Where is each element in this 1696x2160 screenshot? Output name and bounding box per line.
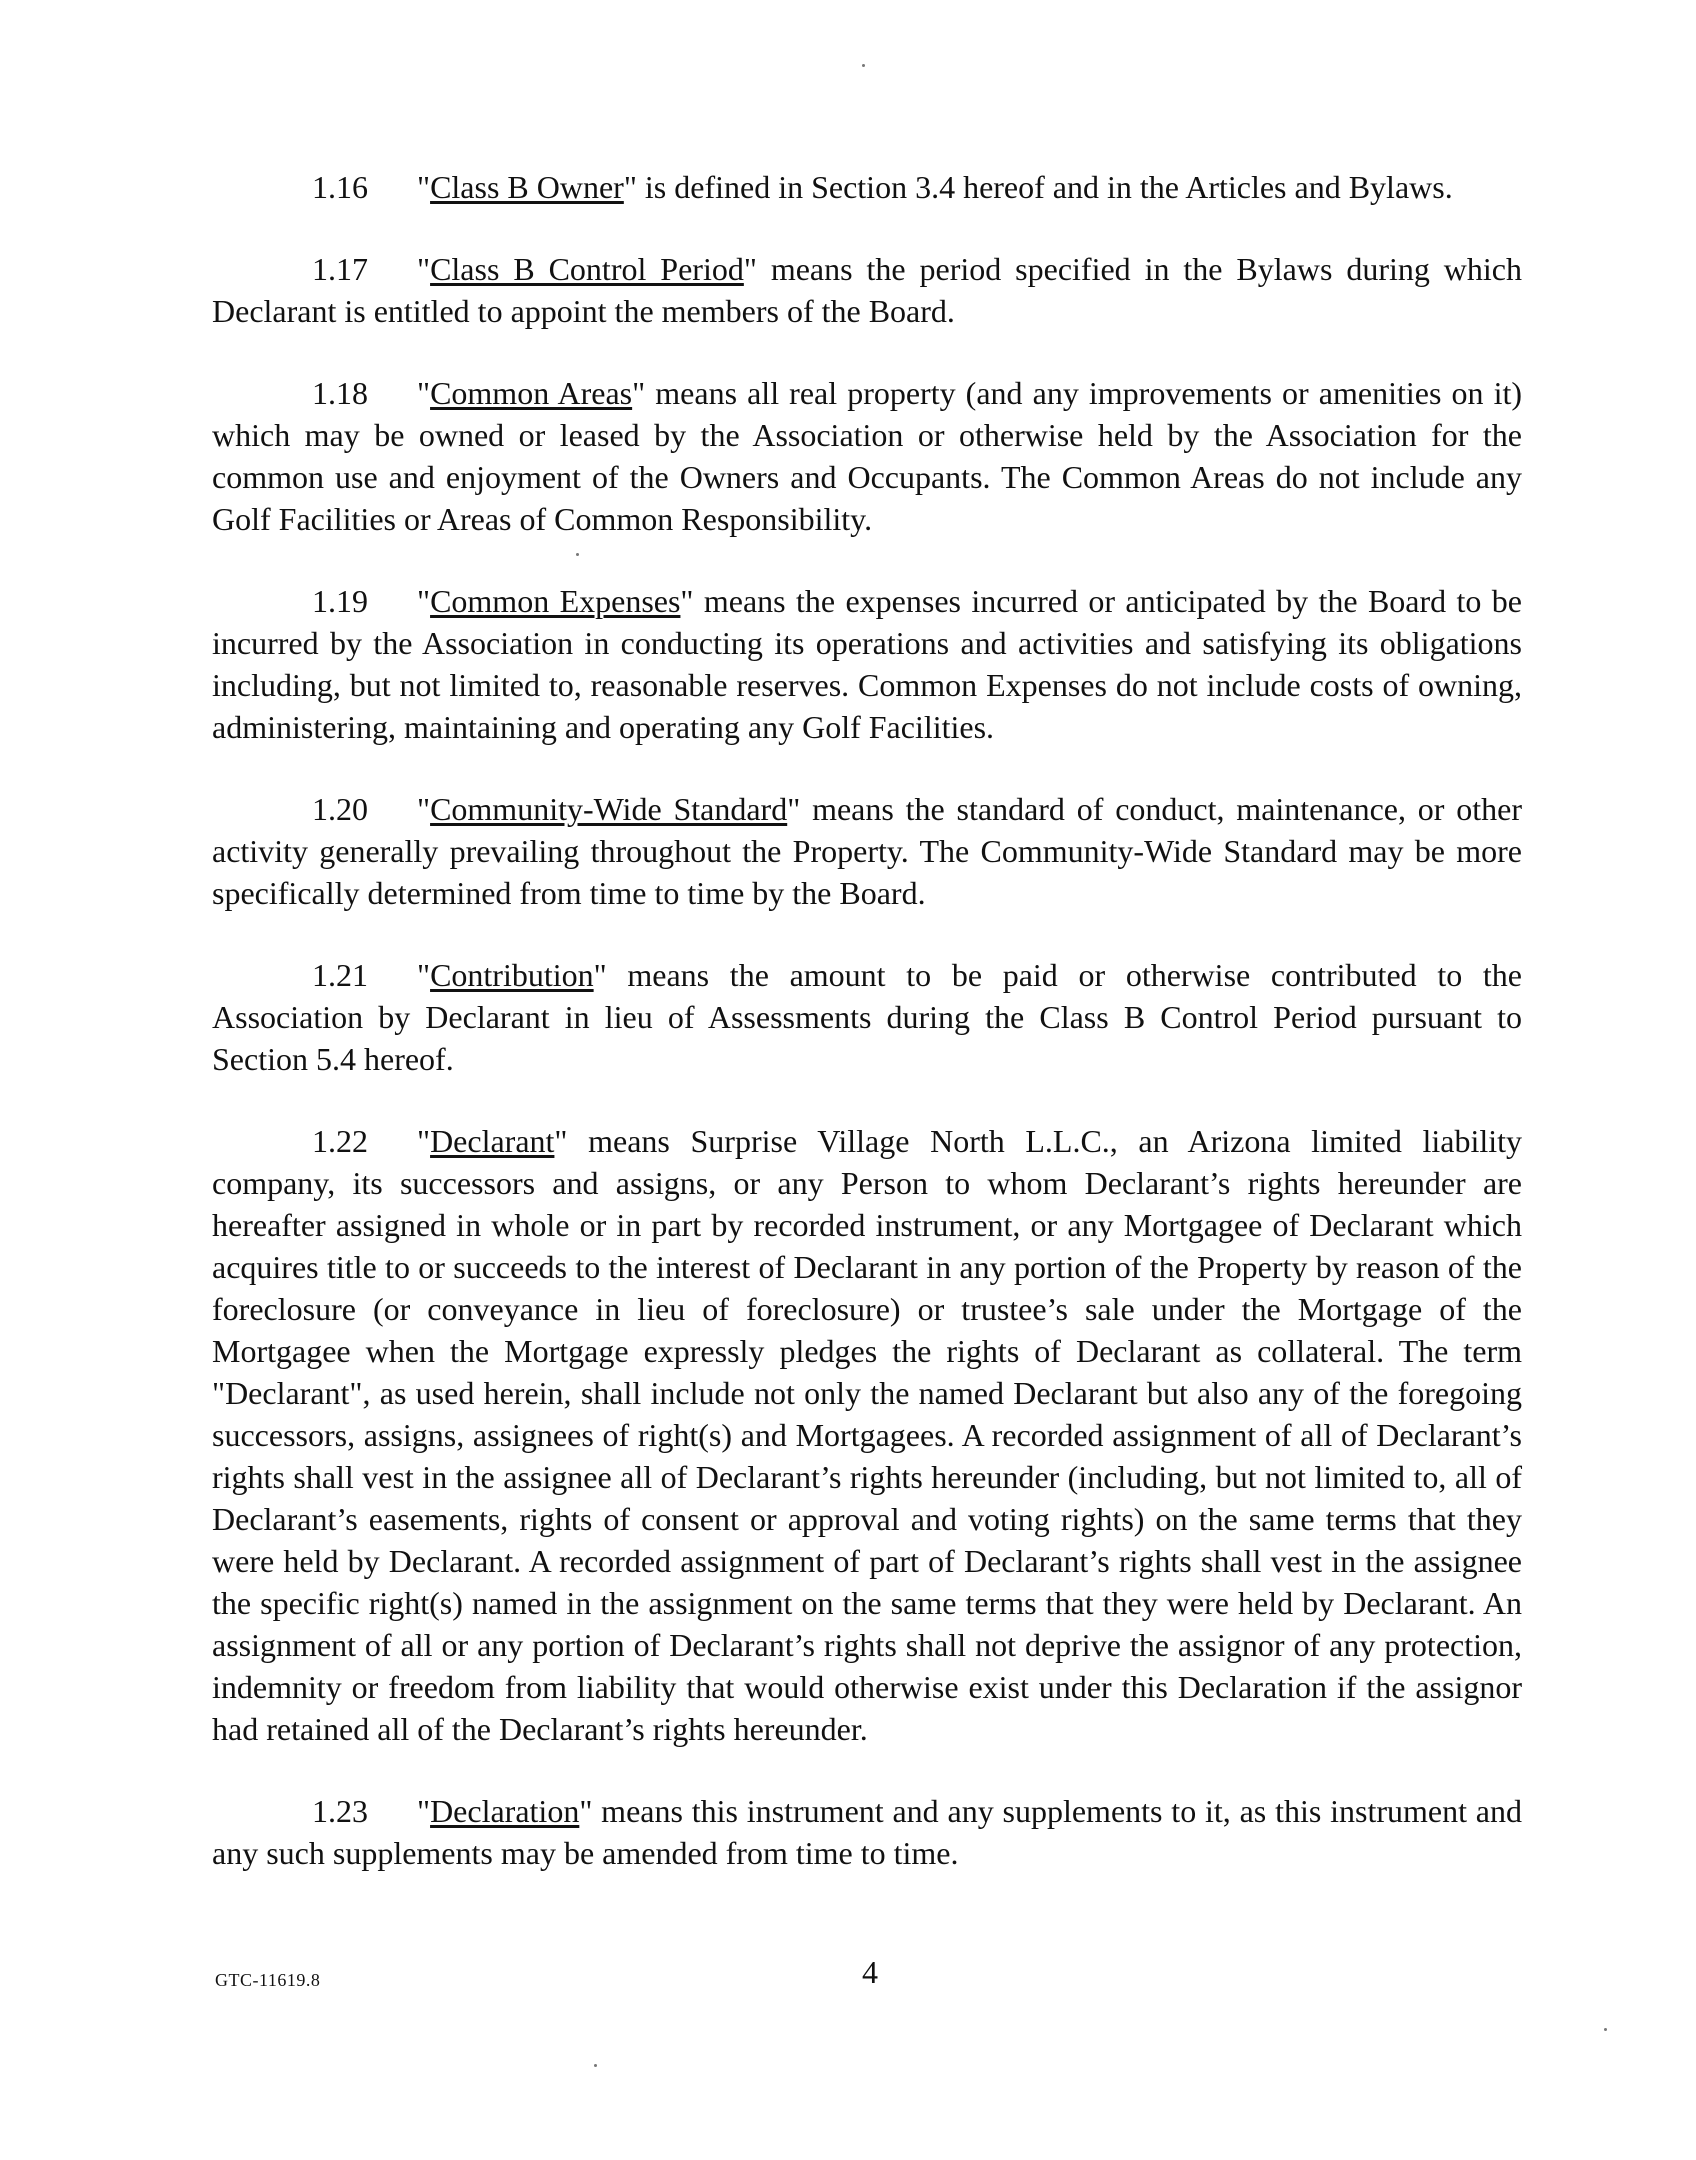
scan-speck — [594, 2064, 597, 2067]
definition-text: " is defined in Section 3.4 hereof and in the Articles and Bylaws. — [623, 169, 1453, 205]
section-number: 1.17 — [312, 251, 368, 287]
defined-term: Contribution — [430, 957, 594, 993]
section-number: 1.19 — [312, 583, 368, 619]
definition-paragraph: 1.16 "Class B Owner" is defined in Section 3.4 hereof and in the Articles and Bylaws. — [212, 166, 1522, 208]
definition-paragraph: 1.22 "Declarant" means Surprise Village North L.L.C., an Arizona limited liability company, its successors and assigns, or any Person to whom Declarant’s rights hereunder are hereafter assigned in whole or in part by recorded instrument, or any Mortgagee of Declarant which acquires title to or succeeds to the interest of Declarant in any portion of the Property by reason of the foreclosure (or conveyance in lieu of foreclosure) or trustee’s sale under the Mortgage of the Mortgagee when the Mortgage expressly pledges the rights of Declarant as collateral. The term "Declarant", as used herein, shall include not only the named Declarant but also any of the foregoing successors, assigns, assignees of right(s) and Mortgagees. A recorded assignment of all of Declarant’s rights shall vest in the assignee all of Declarant’s rights hereunder (including, but not limited to, all of Declarant’s easements, rights of consent or approval and voting rights) on the same terms that they were held by Declarant. A recorded assignment of part of Declarant’s rights shall vest in the assignee the specific right(s) named in the assignment on the same terms that they were held by Declarant. An assignment of all or any portion of Declarant’s rights shall not deprive the assignor of any protection, indemnity or freedom from liability that would otherwise exist under this Declaration if the assignor had retained all of the Declarant’s rights hereunder. — [212, 1120, 1522, 1750]
definition-paragraph: 1.19 "Common Expenses" means the expenses incurred or anticipated by the Board to be incurred by the Association in conducting its operations and activities and satisfying its obligations including, but not limited to, reasonable reserves. Common Expenses do not include costs of owning, administering, maintaining and operating any Golf Facilities. — [212, 580, 1522, 748]
definition-text: " means Surprise Village North L.L.C., an Arizona limited liability company, its successors and assigns, or any Person to whom Declarant’s rights hereunder are hereafter assigned in whole or in part by recorded instrument, or any Mortgagee of Declarant which acquires title to or succeeds to the interest of Declarant in any portion of the Property by reason of the foreclosure (or conveyance in lieu of foreclosure) or trustee’s sale under the Mortgage of the Mortgagee when the Mortgage expressly pledges the rights of Declarant as collateral. The term "Declarant", as used herein, shall include not only the named Declarant but also any of the foregoing successors, assigns, assignees of right(s) and Mortgagees. A recorded assignment of all of Declarant’s rights shall vest in the assignee all of Declarant’s rights hereunder (including, but not limited to, all of Declarant’s easements, rights of consent or approval and voting rights) on the same terms that they were held by Declarant. A recorded assignment of part of Declarant’s rights shall vest in the assignee the specific right(s) named in the assignment on the same terms that they were held by Declarant. An assignment of all or any portion of Declarant’s rights shall not deprive the assignor of any protection, indemnity or freedom from liability that would otherwise exist under this Declaration if the assignor had retained all of the Declarant’s rights hereunder. — [212, 1123, 1522, 1747]
definition-text: " means the amount to be paid or otherwise contributed to the Association by Declarant in lieu of Assessments during the Class B Control Period pursuant to Section 5.4 hereof. — [212, 957, 1522, 1077]
definitions-section — [212, 166, 1522, 1914]
defined-term: Common Areas — [430, 375, 633, 411]
section-number: 1.21 — [312, 957, 368, 993]
section-number: 1.22 — [312, 1123, 368, 1159]
defined-term: Class B Control Period — [430, 251, 744, 287]
defined-term: Class B Owner — [430, 169, 624, 205]
document-code: GTC-11619.8 — [215, 1970, 321, 1990]
defined-term: Declarant — [430, 1123, 555, 1159]
definition-text: " means the expenses incurred or anticipated by the Board to be incurred by the Association in conducting its operations and activities and satisfying its obligations including, but not limited to, reasonable reserves. Common Expenses do not include costs of owning, administering, maintaining and operating any Golf Facilities. — [212, 583, 1522, 745]
definition-text: " means this instrument and any supplements to it, as this instrument and any such supplements may be amended from time to time. — [212, 1793, 1522, 1871]
definition-text: " means the period specified in the Bylaws during which Declarant is entitled to appoint the members of the Board. — [212, 251, 1523, 329]
definition-paragraph: 1.20 "Community-Wide Standard" means the standard of conduct, maintenance, or other activity generally prevailing throughout the Property. The Community-Wide Standard may be more specifically determined from time to time by the Board. — [212, 788, 1522, 914]
defined-term: Declaration — [430, 1793, 580, 1829]
definition-paragraph: 1.17 "Class B Control Period" means the period specified in the Bylaws during which Declarant is entitled to appoint the members of the Board. — [212, 248, 1522, 332]
page-number: 4 — [862, 1954, 878, 1990]
scan-speck — [862, 64, 865, 67]
definition-paragraph: 1.21 "Contribution" means the amount to be paid or otherwise contributed to the Association by Declarant in lieu of Assessments during the Class B Control Period pursuant to Section 5.4 hereof. — [212, 954, 1522, 1080]
defined-term: Common Expenses — [430, 583, 681, 619]
scan-speck — [1604, 2028, 1607, 2031]
definition-text: " means all real property (and any improvements or amenities on it) which may be owned or leased by the Association or otherwise held by the Association for the common use and enjoyment of the Owners and Occupants. The Common Areas do not include any Golf Facilities or Areas of Common Responsibility. — [212, 375, 1522, 537]
defined-term: Community-Wide Standard — [430, 791, 788, 827]
section-number: 1.16 — [312, 169, 368, 205]
section-number: 1.20 — [312, 791, 368, 827]
definition-text: " means the standard of conduct, maintenance, or other activity generally prevailing throughout the Property. The Community-Wide Standard may be more specifically determined from time to time by the Board. — [212, 791, 1523, 911]
definition-paragraph: 1.23 "Declaration" means this instrument and any supplements to it, as this instrument and any such supplements may be amended from time to time. — [212, 1790, 1522, 1874]
scan-speck — [576, 553, 579, 556]
section-number: 1.18 — [312, 375, 368, 411]
section-number: 1.23 — [312, 1793, 368, 1829]
definition-paragraph: 1.18 "Common Areas" means all real property (and any improvements or amenities on it) which may be owned or leased by the Association or otherwise held by the Association for the common use and enjoyment of the Owners and Occupants. The Common Areas do not include any Golf Facilities or Areas of Common Responsibility. — [212, 372, 1522, 540]
